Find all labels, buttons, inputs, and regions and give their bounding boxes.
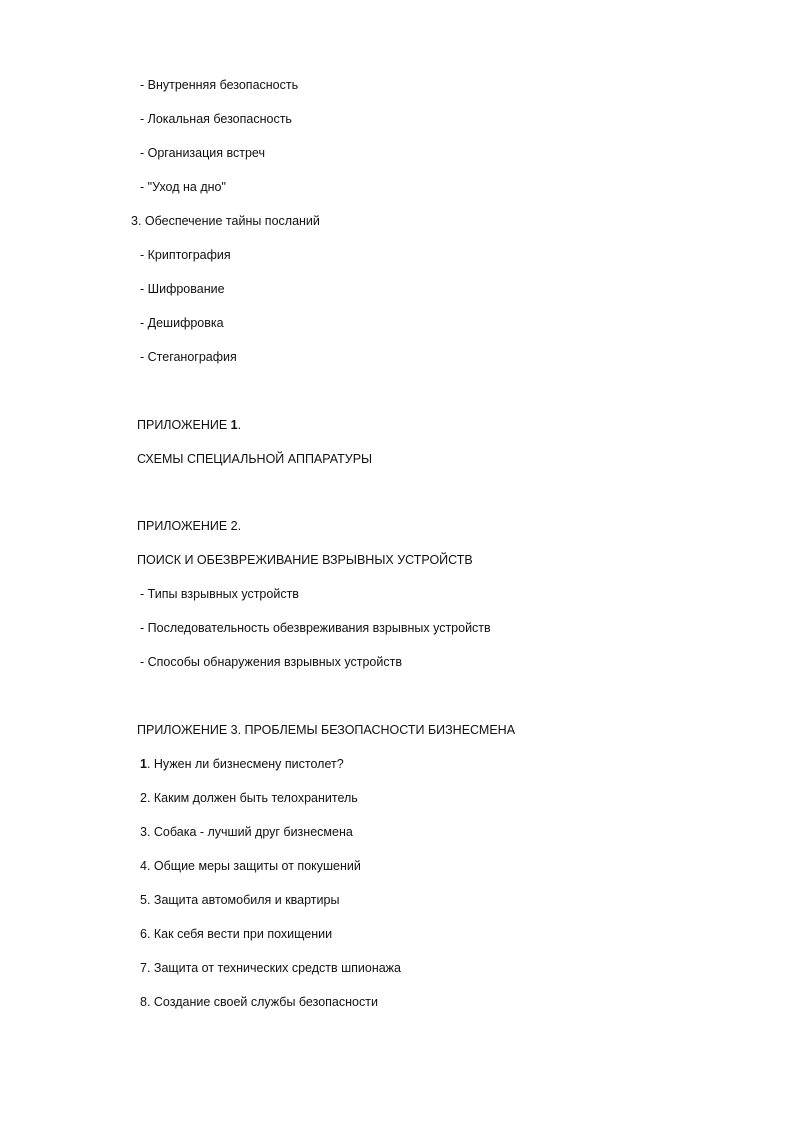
list-item: - Шифрование xyxy=(140,282,225,296)
appendix-3-title: ПРИЛОЖЕНИЕ 3. ПРОБЛЕМЫ БЕЗОПАСНОСТИ БИЗНЕСМЕНА xyxy=(137,723,516,737)
list-item: 7. Защита от технических средств шпионажа xyxy=(140,961,401,975)
item-text: . Нужен ли бизнесмену пистолет? xyxy=(146,757,344,771)
list-item xyxy=(140,755,344,773)
appendix-1-label xyxy=(137,416,241,434)
list-item: - Стеганография xyxy=(140,350,237,364)
list-item: - Дешифровка xyxy=(140,316,224,330)
list-item: - Организация встреч xyxy=(140,146,265,160)
list-item: - Последовательность обезвреживания взрывных устройств xyxy=(140,621,491,635)
list-item: 5. Защита автомобиля и квартиры xyxy=(140,893,340,907)
list-item: 3. Собака - лучший друг бизнесмена xyxy=(140,825,353,839)
list-item: - Внутренняя безопасность xyxy=(140,78,299,92)
list-item: - Способы обнаружения взрывных устройств xyxy=(140,655,402,669)
item-number: 1 xyxy=(140,757,147,771)
appendix-2-title: ПОИСК И ОБЕЗВРЕЖИВАНИЕ ВЗРЫВНЫХ УСТРОЙСТВ xyxy=(137,553,473,567)
list-item: 6. Как себя вести при похищении xyxy=(140,927,333,941)
list-item: 8. Создание своей службы безопасности xyxy=(140,995,378,1009)
list-item: 4. Общие меры защиты от покушений xyxy=(140,859,361,873)
list-item: - Криптография xyxy=(140,248,231,262)
list-item: - "Уход на дно" xyxy=(140,180,226,194)
list-item: - Типы взрывных устройств xyxy=(140,587,299,601)
appendix-2-label: ПРИЛОЖЕНИЕ 2. xyxy=(137,519,242,533)
section-heading: 3. Обеспечение тайны посланий xyxy=(131,214,320,228)
appendix-1-title: СХЕМЫ СПЕЦИАЛЬНОЙ АППАРАТУРЫ xyxy=(137,452,373,466)
list-item: - Локальная безопасность xyxy=(140,112,292,126)
list-item: 2. Каким должен быть телохранитель xyxy=(140,791,358,805)
appendix-number: 1 xyxy=(230,418,238,432)
appendix-suffix: . xyxy=(237,418,242,432)
appendix-label-text: ПРИЛОЖЕНИЕ xyxy=(137,418,231,432)
